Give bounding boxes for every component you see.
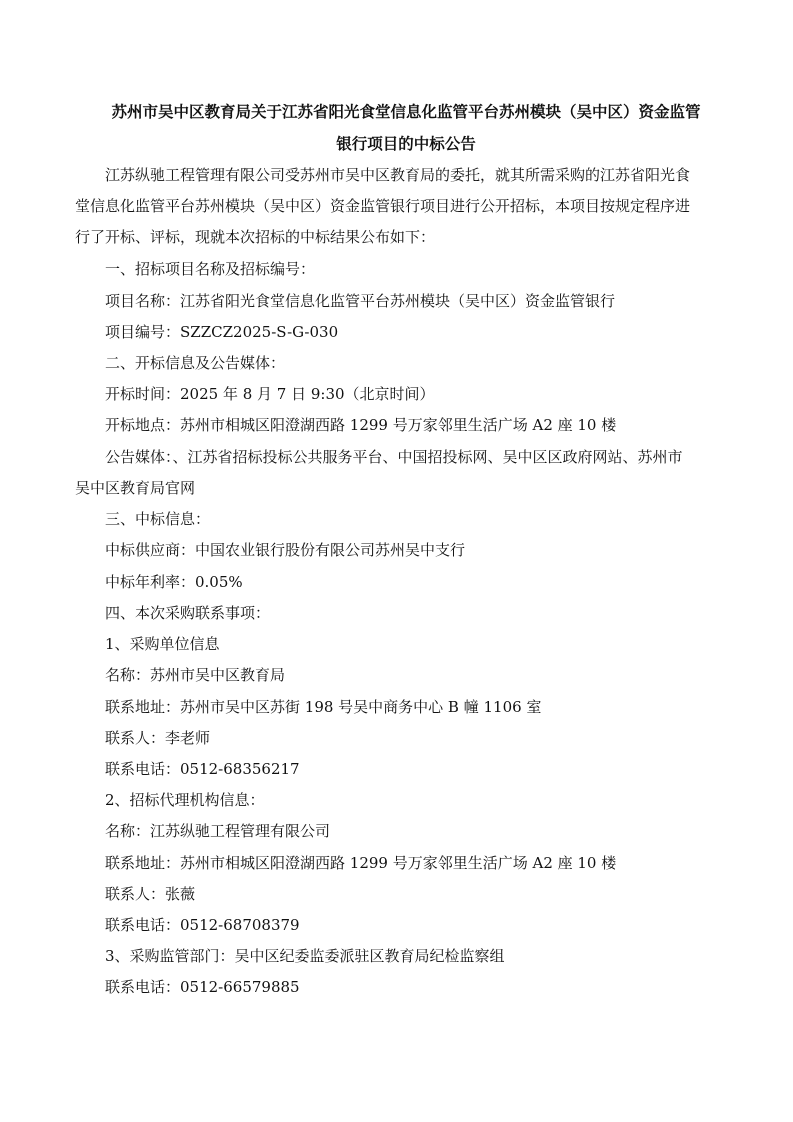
section3-heading: 三、中标信息：: [105, 510, 211, 528]
intro-line-2: 堂信息化监管平台苏州模块（吴中区）资金监管银行项目进行公开招标，本项目按规定程序进: [75, 197, 691, 215]
purchaser-phone: 联系电话：0512-68356217: [105, 760, 300, 778]
purchaser-contact: 联系人：李老师: [105, 729, 211, 747]
open-time: 开标时间：2025 年 8 月 7 日 9:30（北京时间）: [105, 385, 435, 403]
section2-heading: 二、开标信息及公告媒体：: [105, 354, 286, 372]
purchaser-address: 联系地址：苏州市吴中区苏街 198 号吴中商务中心 B 幢 1106 室: [105, 698, 542, 716]
winning-rate: 中标年利率：0.05%: [105, 573, 243, 591]
intro-line-1: 江苏纵驰工程管理有限公司受苏州市吴中区教育局的委托，就其所需采购的江苏省阳光食: [105, 166, 691, 184]
section4-heading: 四、本次采购联系事项：: [105, 604, 271, 622]
supervisor-phone: 联系电话：0512-66579885: [105, 978, 300, 996]
project-number: 项目编号：SZZCZ2025-S-G-030: [105, 323, 339, 341]
purchaser-heading: 1、采购单位信息: [105, 635, 220, 653]
agency-contact: 联系人：张薇: [105, 885, 196, 903]
open-place: 开标地点：苏州市相城区阳澄湖西路 1299 号万家邻里生活广场 A2 座 10 楼: [105, 416, 617, 434]
purchaser-name: 名称：苏州市吴中区教育局: [105, 666, 286, 684]
agency-name: 名称：江苏纵驰工程管理有限公司: [105, 822, 331, 840]
agency-phone: 联系电话：0512-68708379: [105, 916, 300, 934]
document-title-line-1: 苏州市吴中区教育局关于江苏省阳光食堂信息化监管平台苏州模块（吴中区）资金监管: [111, 103, 701, 121]
intro-line-3: 行了开标、评标，现就本次招标的中标结果公布如下：: [75, 228, 436, 246]
supervisor-heading: 3、采购监管部门：吴中区纪委监委派驻区教育局纪检监察组: [105, 947, 505, 965]
agency-heading: 2、招标代理机构信息：: [105, 791, 265, 809]
agency-address: 联系地址：苏州市相城区阳澄湖西路 1299 号万家邻里生活广场 A2 座 10 楼: [105, 854, 617, 872]
project-name: 项目名称：江苏省阳光食堂信息化监管平台苏州模块（吴中区）资金监管银行: [105, 292, 616, 310]
winning-supplier: 中标供应商：中国农业银行股份有限公司苏州吴中支行: [105, 541, 466, 559]
section1-heading: 一、招标项目名称及招标编号：: [105, 260, 316, 278]
media-line-2: 吴中区教育局官网: [75, 479, 196, 497]
document-title-line-2: 银行项目的中标公告: [336, 135, 476, 153]
media-line-1: 公告媒体：、江苏省招标投标公共服务平台、中国招投标网、吴中区区政府网站、苏州市: [105, 448, 683, 466]
